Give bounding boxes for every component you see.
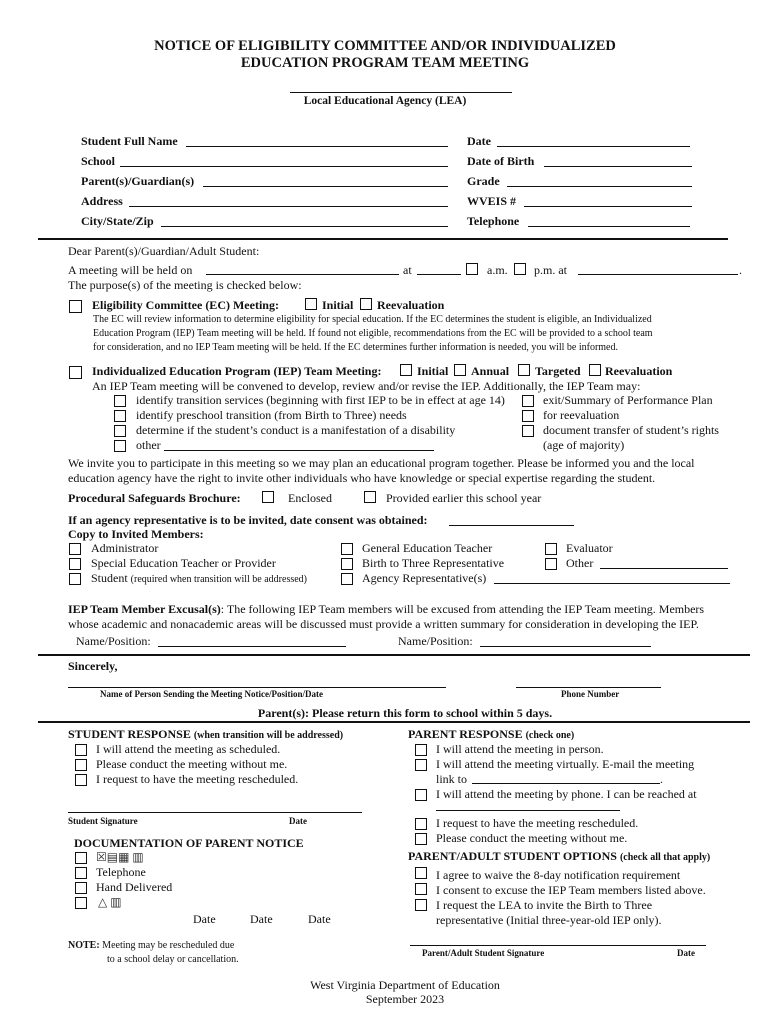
copy-gen-ed-teacher-label: General Education Teacher xyxy=(362,541,493,555)
parent-response-heading xyxy=(408,727,574,742)
sincerely-label: Sincerely, xyxy=(68,659,118,673)
student-attend-label: I will attend the meeting as scheduled. xyxy=(96,742,281,756)
student-name-field[interactable] xyxy=(186,146,448,147)
footer-date: September 2023 xyxy=(365,992,445,1006)
documentation-other-checkbox[interactable] xyxy=(75,897,87,909)
parent-response-note: (check one) xyxy=(525,730,575,741)
options-note: (check all that apply) xyxy=(619,852,711,863)
wveis-field[interactable] xyxy=(524,206,692,207)
parent-virtual-email-field[interactable] xyxy=(472,783,660,784)
parent-in-person-label: I will attend the meeting in person. xyxy=(436,742,604,756)
telephone-label: Telephone xyxy=(467,214,520,228)
options-excuse-checkbox[interactable] xyxy=(415,883,427,895)
iep-exit-summary-checkbox[interactable] xyxy=(522,395,534,407)
pm-checkbox[interactable] xyxy=(514,263,526,275)
dob-field[interactable] xyxy=(544,166,692,167)
meeting-date-field[interactable] xyxy=(206,274,399,275)
footer-department: West Virginia Department of Education xyxy=(310,978,500,992)
address-label: Address xyxy=(81,194,123,208)
student-reschedule-label: I request to have the meeting rescheduled. xyxy=(96,772,299,786)
parent-virtual-link-label: link to xyxy=(436,772,468,786)
iep-reevaluation-label: Reevaluation xyxy=(605,364,673,378)
documentation-date-2: Date xyxy=(250,912,273,926)
documentation-telephone-label: Telephone xyxy=(96,865,146,879)
safeguards-provided-checkbox[interactable] xyxy=(364,491,376,503)
city-label: City/State/Zip xyxy=(81,214,154,228)
copy-agency-rep-checkbox[interactable] xyxy=(341,573,353,585)
iep-other-field[interactable] xyxy=(164,450,434,451)
invite-line1: We invite you to participate in this meeting so we may plan an educational program together. Please be informed you and the local xyxy=(68,456,695,470)
iep-initial-checkbox[interactable] xyxy=(400,364,412,376)
documentation-other-glyph: △ ▥ xyxy=(98,895,122,909)
excusal-line1-rest: : The following IEP Team members will be excused from attending the IEP Team meeting. Members xyxy=(220,602,705,616)
excusal-line2: whose academic and nonacademic areas will be discussed must provide a written summary for consideration in developing the IEP. xyxy=(68,617,699,631)
student-signature-date-caption: Date xyxy=(289,816,307,826)
form-title-line2: EDUCATION PROGRAM TEAM MEETING xyxy=(240,55,530,71)
iep-transition-services-checkbox[interactable] xyxy=(114,395,126,407)
am-checkbox[interactable] xyxy=(466,263,478,275)
student-response-title: STUDENT RESPONSE xyxy=(68,727,191,741)
iep-preschool-transition-checkbox[interactable] xyxy=(114,410,126,422)
parent-phone-number-field[interactable] xyxy=(436,810,620,811)
iep-meeting-label: Individualized Education Program (IEP) Team Meeting: xyxy=(92,364,382,378)
parents-label: Parent(s)/Guardian(s) xyxy=(81,174,195,188)
phone-number-field[interactable] xyxy=(516,687,661,688)
sender-caption: Name of Person Sending the Meeting Notice/Position/Date xyxy=(100,689,323,699)
safeguards-provided-label: Provided earlier this school year xyxy=(386,491,542,505)
ec-meeting-label: Eligibility Committee (EC) Meeting: xyxy=(92,298,279,312)
iep-for-reevaluation-checkbox[interactable] xyxy=(522,410,534,422)
copy-agency-rep-field[interactable] xyxy=(494,583,730,584)
ec-initial-checkbox[interactable] xyxy=(305,298,317,310)
student-attend-checkbox[interactable] xyxy=(75,744,87,756)
copy-birth-three-label: Birth to Three Representative xyxy=(362,556,505,570)
parent-without-me-label: Please conduct the meeting without me. xyxy=(436,831,628,845)
parent-phone-checkbox[interactable] xyxy=(415,789,427,801)
ec-reevaluation-checkbox[interactable] xyxy=(360,298,372,310)
address-field[interactable] xyxy=(129,206,448,207)
parent-signature-caption: Parent/Adult Student Signature xyxy=(422,948,545,958)
copy-gen-ed-teacher-checkbox[interactable] xyxy=(341,543,353,555)
parent-reschedule-label: I request to have the meeting rescheduled. xyxy=(436,816,639,830)
parents-field[interactable] xyxy=(203,186,448,187)
iep-intro: An IEP Team meeting will be convened to develop, review and/or revise the IEP. Additionally, the IEP Team may: xyxy=(92,379,641,393)
copy-student-label xyxy=(91,571,307,586)
note-line1 xyxy=(68,940,234,951)
iep-initial-label: Initial xyxy=(417,364,449,378)
copy-to-label: Copy to Invited Members: xyxy=(68,527,204,541)
iep-other-checkbox[interactable] xyxy=(114,440,126,452)
form-title-line1: NOTICE OF ELIGIBILITY COMMITTEE AND/OR INDIVIDUALIZED xyxy=(154,38,616,54)
student-without-me-label: Please conduct the meeting without me. xyxy=(96,757,288,771)
student-reschedule-checkbox[interactable] xyxy=(75,774,87,786)
excusal-name-position-1-field[interactable] xyxy=(158,646,346,647)
safeguards-enclosed-label: Enclosed xyxy=(288,491,332,505)
options-waive-checkbox[interactable] xyxy=(415,867,427,879)
options-heading xyxy=(408,849,710,864)
options-birth-three-checkbox[interactable] xyxy=(415,899,427,911)
parent-signature-date-caption: Date xyxy=(677,948,695,958)
parent-virtual-label: I will attend the meeting virtually. E-mail the meeting xyxy=(436,757,695,771)
parent-virtual-checkbox[interactable] xyxy=(415,759,427,771)
sender-signature-field[interactable] xyxy=(68,687,446,688)
options-waive-label: I agree to waive the 8-day notification requirement xyxy=(436,868,681,882)
telephone-field[interactable] xyxy=(528,226,690,227)
date-label: Date xyxy=(467,134,491,148)
note-line2: to a school delay or cancellation. xyxy=(107,954,239,965)
student-signature-caption: Student Signature xyxy=(68,816,138,826)
note-label: NOTE: xyxy=(68,940,100,951)
ec-description-line2: Education Program (IEP) Team meeting will be held. If found not eligible, recommendations from the EC will be provided to a school team xyxy=(93,328,653,339)
parent-reschedule-checkbox[interactable] xyxy=(415,818,427,830)
iep-manifestation-checkbox[interactable] xyxy=(114,425,126,437)
excusal-name-position-2-label: Name/Position: xyxy=(398,634,473,648)
options-birth-three-label-2: representative (Initial three-year-old IEP only). xyxy=(436,913,662,927)
safeguards-enclosed-checkbox[interactable] xyxy=(262,491,274,503)
copy-other-label: Other xyxy=(566,556,594,570)
iep-annual-checkbox[interactable] xyxy=(454,364,466,376)
iep-preschool-transition-label: identify preschool transition (from Birth to Three) needs xyxy=(136,408,407,422)
parent-without-me-checkbox[interactable] xyxy=(415,833,427,845)
copy-other-checkbox[interactable] xyxy=(545,558,557,570)
copy-birth-three-checkbox[interactable] xyxy=(341,558,353,570)
iep-for-reevaluation-label: for reevaluation xyxy=(543,408,620,422)
excusal-line1 xyxy=(68,602,704,617)
grade-field[interactable] xyxy=(507,186,692,187)
agency-consent-date-field[interactable] xyxy=(449,525,574,526)
options-birth-three-label: I request the LEA to invite the Birth to Three xyxy=(436,898,653,912)
copy-sped-teacher-label: Special Education Teacher or Provider xyxy=(91,556,276,570)
iep-age-majority: (age of majority) xyxy=(543,438,625,452)
lea-label: Local Educational Agency (LEA) xyxy=(303,95,467,107)
copy-administrator-checkbox[interactable] xyxy=(69,543,81,555)
student-signature-field[interactable] xyxy=(68,812,362,813)
divider-bottom xyxy=(38,721,750,723)
iep-other-label: other xyxy=(136,438,161,452)
ec-description-line1: The EC will review information to determine eligibility for special education. If the EC determines the student is eligible, an Individualized xyxy=(93,314,652,325)
student-response-note: (when transition will be addressed) xyxy=(193,730,344,741)
am-label: a.m. xyxy=(487,263,508,277)
iep-targeted-label: Targeted xyxy=(535,364,581,378)
divider-middle xyxy=(38,654,750,656)
iep-exit-summary-label: exit/Summary of Performance Plan xyxy=(543,393,713,407)
city-field[interactable] xyxy=(161,226,448,227)
parent-signature-field[interactable] xyxy=(410,945,706,946)
iep-targeted-checkbox[interactable] xyxy=(518,364,530,376)
lea-name-field[interactable] xyxy=(290,92,512,93)
agency-consent-label: If an agency representative is to be invited, date consent was obtained: xyxy=(68,513,428,527)
wveis-label: WVEIS # xyxy=(467,194,517,208)
documentation-telephone-checkbox[interactable] xyxy=(75,867,87,879)
copy-sped-teacher-checkbox[interactable] xyxy=(69,558,81,570)
copy-student-note: (required when transition will be addressed) xyxy=(130,574,308,585)
greeting: Dear Parent(s)/Guardian/Adult Student: xyxy=(68,244,260,258)
iep-meeting-checkbox[interactable] xyxy=(69,366,82,379)
documentation-hand-delivered-checkbox[interactable] xyxy=(75,882,87,894)
iep-annual-label: Annual xyxy=(471,364,510,378)
copy-administrator-label: Administrator xyxy=(91,541,159,555)
options-excuse-label: I consent to excuse the IEP Team members listed above. xyxy=(436,883,706,897)
copy-agency-rep-label: Agency Representative(s) xyxy=(362,571,487,585)
documentation-heading: DOCUMENTATION OF PARENT NOTICE xyxy=(74,836,304,850)
excusal-name-position-2-field[interactable] xyxy=(480,646,651,647)
return-note: Parent(s): Please return this form to school within 5 days. xyxy=(257,706,553,720)
excusal-label: IEP Team Member Excusal(s) xyxy=(68,602,221,616)
copy-evaluator-checkbox[interactable] xyxy=(545,543,557,555)
documentation-hand-delivered-label: Hand Delivered xyxy=(96,880,173,894)
student-without-me-checkbox[interactable] xyxy=(75,759,87,771)
iep-reevaluation-checkbox[interactable] xyxy=(589,364,601,376)
iep-transition-services-label: identify transition services (beginning with first IEP to be in effect at age 14) xyxy=(136,393,505,407)
documentation-mail-checkbox[interactable] xyxy=(75,852,87,864)
documentation-date-1: Date xyxy=(193,912,216,926)
documentation-date-3: Date xyxy=(308,912,331,926)
phone-caption: Phone Number xyxy=(561,689,620,699)
excusal-name-position-1-label: Name/Position: xyxy=(76,634,151,648)
parent-phone-label: I will attend the meeting by phone. I can be reached at xyxy=(436,787,697,801)
ec-reevaluation-label: Reevaluation xyxy=(377,298,445,312)
safeguards-label: Procedural Safeguards Brochure: xyxy=(68,491,241,505)
ec-initial-label: Initial xyxy=(322,298,354,312)
student-name-label: Student Full Name xyxy=(81,134,178,148)
school-field[interactable] xyxy=(120,166,448,167)
purpose-text: The purpose(s) of the meeting is checked below: xyxy=(68,278,302,292)
parent-in-person-checkbox[interactable] xyxy=(415,744,427,756)
student-response-heading xyxy=(68,727,343,742)
meeting-time-field[interactable] xyxy=(417,274,461,275)
meeting-at-label: at xyxy=(403,263,412,277)
iep-transfer-rights-label: document transfer of student’s rights xyxy=(543,423,719,437)
school-label: School xyxy=(81,154,116,168)
documentation-mail-glyph: ☒▤▦ ▥ xyxy=(96,850,144,864)
ec-meeting-checkbox[interactable] xyxy=(69,300,82,313)
iep-manifestation-label: determine if the student’s conduct is a manifestation of a disability xyxy=(136,423,456,437)
pm-at-label: p.m. at xyxy=(534,263,567,277)
meeting-date-prefix: A meeting will be held on xyxy=(68,263,193,277)
divider-top xyxy=(38,238,728,240)
invite-line2: education agency have the right to invite other individuals who have knowledge or special expertise regarding the student. xyxy=(68,471,656,485)
parent-response-title: PARENT RESPONSE xyxy=(408,727,523,741)
copy-student-text: Student xyxy=(91,571,128,585)
meeting-location-field[interactable] xyxy=(578,274,738,275)
grade-label: Grade xyxy=(467,174,500,188)
meeting-period: . xyxy=(739,263,742,277)
options-title: PARENT/ADULT STUDENT OPTIONS xyxy=(408,849,617,863)
date-field[interactable] xyxy=(497,146,690,147)
copy-evaluator-label: Evaluator xyxy=(566,541,613,555)
note-text-1: Meeting may be rescheduled due xyxy=(102,940,235,951)
iep-transfer-rights-checkbox[interactable] xyxy=(522,425,534,437)
parent-virtual-period: . xyxy=(660,772,663,786)
dob-label: Date of Birth xyxy=(467,154,535,168)
ec-description-line3: for consideration, and no IEP Team meeting will be held. If the EC determines further information is needed, you will be informed. xyxy=(93,342,618,353)
copy-other-field[interactable] xyxy=(600,568,728,569)
copy-student-checkbox[interactable] xyxy=(69,573,81,585)
